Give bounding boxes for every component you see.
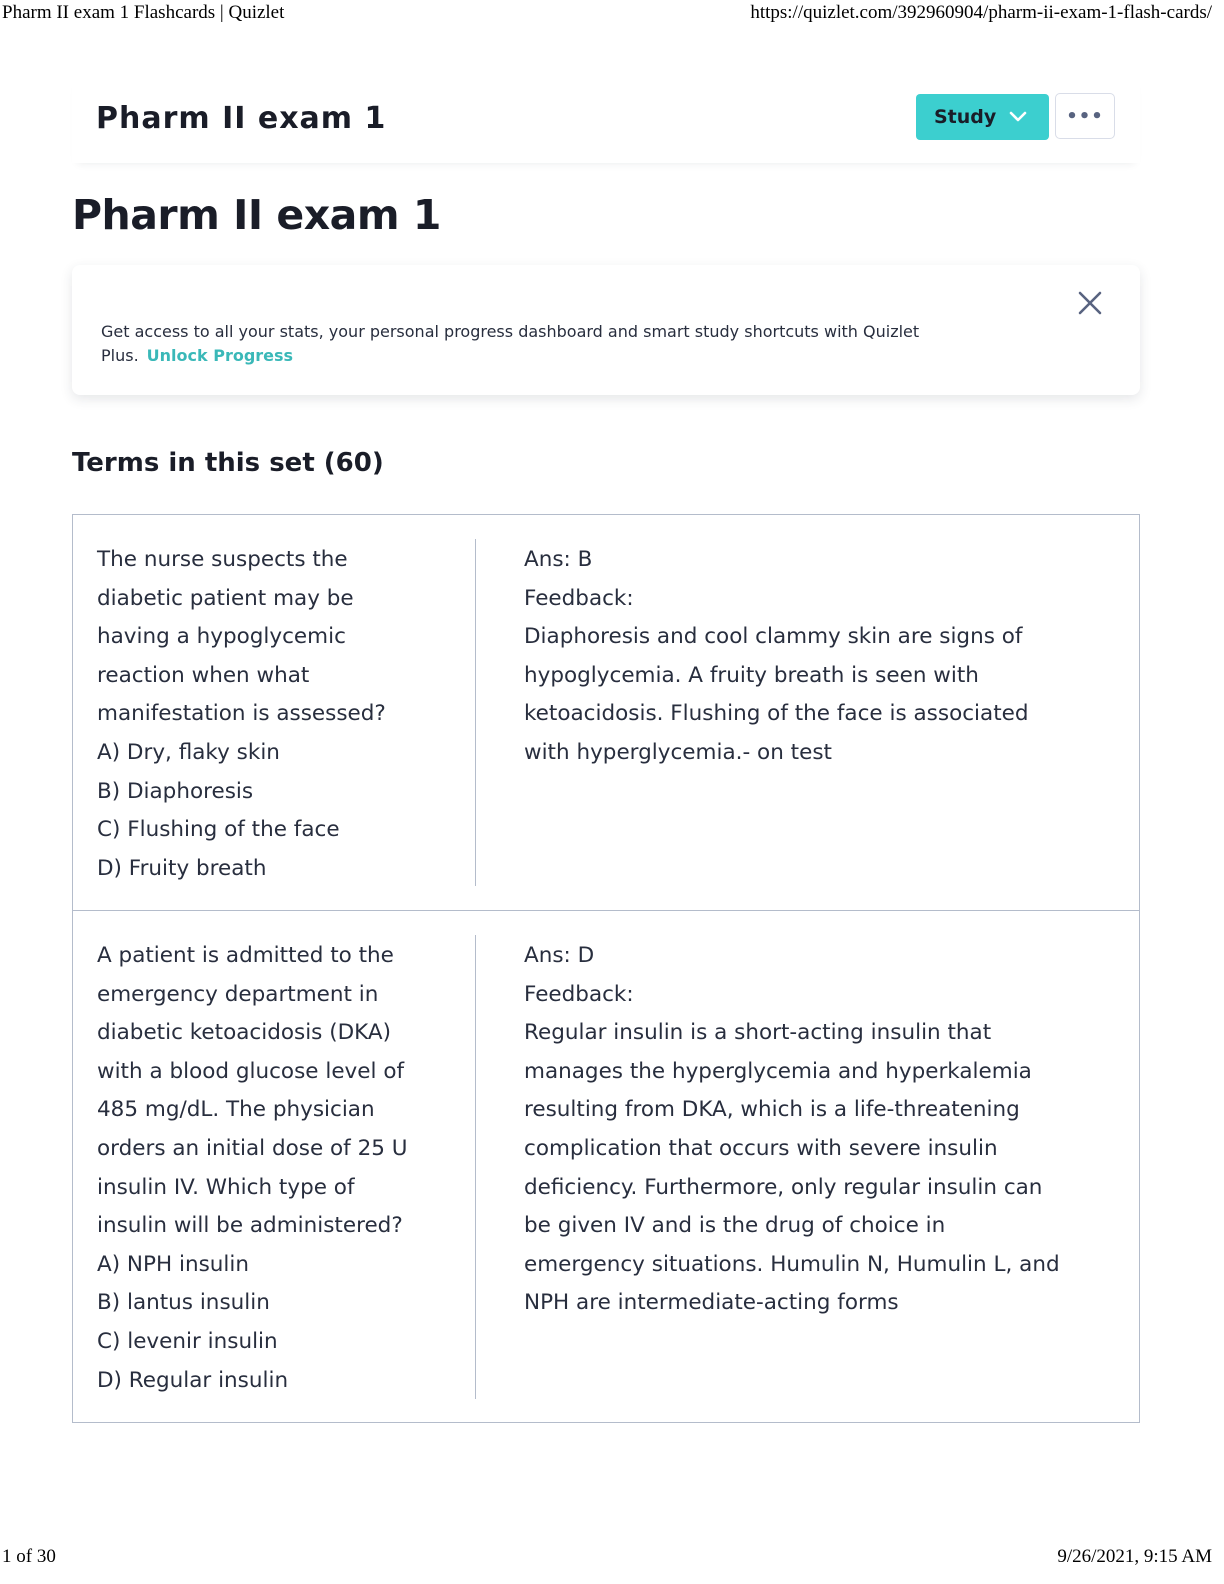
- term-card: [72, 911, 1140, 1423]
- term-line: A) NPH insulin: [97, 1251, 249, 1277]
- definition-line: NPH are intermediate-acting forms: [524, 1290, 899, 1316]
- study-button-label: Study: [934, 106, 997, 128]
- term-line: insulin IV. Which type of: [97, 1174, 355, 1200]
- definition-line: Ans: D: [524, 943, 595, 968]
- definition-line: hypoglycemia. A fruity breath is seen with: [524, 662, 979, 688]
- definition-line: emergency situations. Humulin N, Humulin L, and: [524, 1251, 1060, 1277]
- term-text: [97, 937, 435, 1400]
- term-line: B) lantus insulin: [97, 1290, 270, 1316]
- more-options-button[interactable]: [1055, 93, 1115, 139]
- promo-text-line: [101, 344, 951, 368]
- unlock-progress-link[interactable]: Unlock Progress: [146, 346, 294, 365]
- definition-line: with hyperglycemia.- on test: [524, 739, 832, 765]
- promo-text-line: Get access to all your stats, your personal progress dashboard and smart study shortcuts with Quizlet: [101, 322, 920, 341]
- sticky-set-header: [72, 75, 1140, 163]
- print-header-url: https://quizlet.com/392960904/pharm-ii-exam-1-flash-cards/: [750, 2, 1212, 23]
- card-divider: [475, 539, 476, 886]
- promo-text: [101, 320, 951, 368]
- close-icon[interactable]: [1076, 289, 1104, 317]
- term-card: [72, 514, 1140, 911]
- term-line: D) Regular insulin: [97, 1367, 289, 1393]
- term-line: diabetic ketoacidosis (DKA): [97, 1020, 391, 1046]
- definition-line: complication that occurs with severe insulin: [524, 1135, 998, 1161]
- term-line: B) Diaphoresis: [97, 778, 254, 804]
- definition-text: [524, 937, 1064, 1323]
- definition-line: Regular insulin is a short-acting insulin that: [524, 1020, 992, 1046]
- definition-line: ketoacidosis. Flushing of the face is associated: [524, 701, 1029, 727]
- term-line: insulin will be administered?: [97, 1213, 403, 1239]
- print-header: [0, 2, 1224, 26]
- more-icon: •••: [1066, 105, 1104, 127]
- term-line: 485 mg/dL. The physician: [97, 1097, 375, 1123]
- term-line: emergency department in: [97, 981, 379, 1007]
- promo-text-line-end: Plus.: [101, 346, 139, 365]
- term-line: orders an initial dose of 25 U: [97, 1135, 408, 1161]
- term-line: diabetic patient may be: [97, 585, 354, 611]
- term-line: C) Flushing of the face: [97, 817, 340, 843]
- sticky-set-title: Pharm II exam 1: [96, 101, 387, 129]
- term-line: having a hypoglycemic: [97, 624, 346, 650]
- print-footer-datetime: 9/26/2021, 9:15 AM: [1057, 1546, 1212, 1567]
- definition-line: Feedback:: [524, 585, 634, 611]
- term-line: The nurse suspects the: [97, 547, 348, 572]
- term-line: manifestation is assessed?: [97, 701, 386, 727]
- definition-line: deficiency. Furthermore, only regular insulin can: [524, 1174, 1043, 1200]
- definition-text: [524, 541, 1064, 773]
- terms-heading: Terms in this set (60): [72, 448, 384, 478]
- term-line: D) Fruity breath: [97, 855, 267, 881]
- print-header-title: Pharm II exam 1 Flashcards | Quizlet: [2, 2, 285, 23]
- term-line: A) Dry, flaky skin: [97, 739, 280, 765]
- chevron-down-icon: [1009, 108, 1027, 126]
- term-line: C) levenir insulin: [97, 1328, 278, 1354]
- study-button[interactable]: [916, 94, 1049, 140]
- definition-line: Ans: B: [524, 547, 593, 572]
- definition-line: Feedback:: [524, 981, 634, 1007]
- print-footer-page-number: 1 of 30: [2, 1546, 56, 1567]
- upgrade-promo-banner: [72, 265, 1140, 395]
- definition-line: manages the hyperglycemia and hyperkalemia: [524, 1058, 1032, 1084]
- card-divider: [475, 935, 476, 1399]
- definition-line: be given IV and is the drug of choice in: [524, 1213, 946, 1239]
- term-line: reaction when what: [97, 662, 310, 688]
- definition-line: Diaphoresis and cool clammy skin are signs of: [524, 624, 1023, 650]
- page-title: Pharm II exam 1: [72, 191, 441, 239]
- term-line: with a blood glucose level of: [97, 1058, 405, 1084]
- definition-line: resulting from DKA, which is a life-threatening: [524, 1097, 1020, 1123]
- term-line: A patient is admitted to the: [97, 943, 394, 968]
- print-footer: [0, 1546, 1224, 1570]
- term-text: [97, 541, 435, 888]
